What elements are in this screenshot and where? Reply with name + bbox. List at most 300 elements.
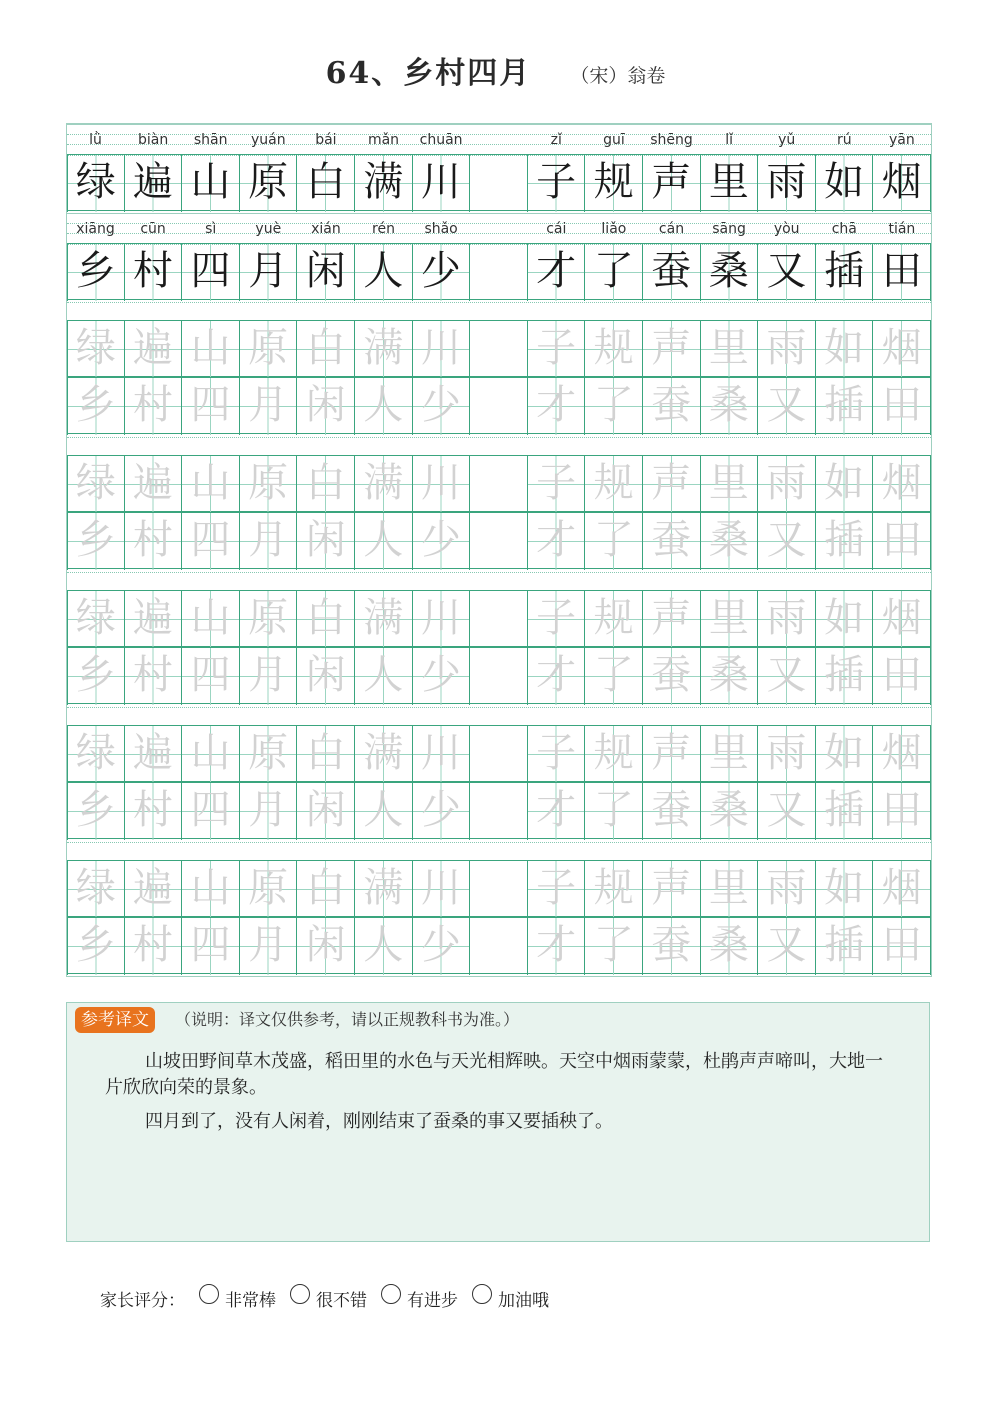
char-cell [67,155,125,212]
char-cell[interactable] [701,783,759,840]
rating-option-1: 非常棒 [225,1290,276,1311]
char-glyph [470,244,527,301]
char-cell[interactable] [240,861,298,918]
char-cell[interactable] [125,918,183,975]
char-cell[interactable] [643,321,701,378]
char-cell[interactable] [528,918,586,975]
char-cell[interactable] [125,591,183,648]
char-cell[interactable] [758,321,816,378]
empty-cell[interactable] [470,591,528,648]
translation-box [66,1002,930,1242]
char-glyph: 四 [190,382,231,428]
char-glyph: 才 [536,382,577,428]
char-glyph: 烟 [881,325,922,371]
char-cell[interactable] [125,783,183,840]
char-glyph: 了 [593,382,634,428]
char-glyph: 白 [305,730,346,776]
rating-radio-1[interactable] [199,1284,219,1304]
char-glyph: 规 [593,730,634,776]
char-cell[interactable] [528,456,586,513]
char-cell[interactable] [413,861,471,918]
char-cell[interactable] [182,648,240,705]
empty-cell[interactable] [470,861,528,918]
char-cell[interactable] [240,783,298,840]
pinyin-syllable: rén [372,221,395,237]
char-cell[interactable] [816,321,874,378]
char-cell[interactable] [182,591,240,648]
char-glyph [470,861,527,918]
char-cell[interactable] [355,783,413,840]
char-cell[interactable] [125,378,183,435]
char-cell[interactable] [873,726,931,783]
empty-cell[interactable] [470,726,528,783]
char-cell[interactable] [873,918,931,975]
char-glyph: 山 [190,865,231,911]
char-glyph: 原 [248,159,289,205]
char-cell[interactable] [816,861,874,918]
char-cell[interactable] [873,378,931,435]
char-glyph: 插 [824,248,865,294]
char-cell[interactable] [585,456,643,513]
char-cell[interactable] [182,918,240,975]
char-cell[interactable] [240,513,298,570]
char-glyph: 月 [248,652,289,698]
char-cell[interactable] [758,726,816,783]
char-glyph: 子 [536,159,577,205]
char-cell[interactable] [355,456,413,513]
trace-row-5-a [67,860,931,917]
char-glyph: 雨 [766,730,807,776]
char-cell[interactable] [701,513,759,570]
char-cell[interactable] [355,648,413,705]
char-cell[interactable] [816,648,874,705]
empty-cell[interactable] [470,321,528,378]
parent-rating [100,1280,549,1316]
char-glyph: 规 [593,325,634,371]
char-cell[interactable] [67,918,125,975]
char-cell[interactable] [355,861,413,918]
poem-title: 64、乡村四月 [325,56,532,91]
char-cell[interactable] [125,861,183,918]
char-cell[interactable] [528,378,586,435]
empty-cell[interactable] [470,456,528,513]
char-cell[interactable] [528,513,586,570]
char-glyph: 插 [824,652,865,698]
char-cell[interactable] [240,321,298,378]
char-cell[interactable] [758,861,816,918]
char-cell[interactable] [125,513,183,570]
trace-row-2-a [67,455,931,512]
char-glyph: 乡 [75,248,116,294]
char-cell[interactable] [873,861,931,918]
char-cell[interactable] [528,726,586,783]
char-glyph: 规 [593,595,634,641]
pinyin-syllable: guī [603,132,625,148]
trace-row-2-b [67,512,931,569]
char-glyph: 绿 [75,730,116,776]
char-glyph: 如 [824,460,865,506]
char-cell[interactable] [355,918,413,975]
char-cell[interactable] [125,456,183,513]
pinyin-syllable: rú [836,132,852,148]
char-cell[interactable] [701,726,759,783]
char-glyph: 蚕 [651,922,692,968]
char-cell [182,155,240,212]
char-glyph: 子 [536,730,577,776]
char-cell[interactable] [701,861,759,918]
char-cell[interactable] [643,861,701,918]
char-cell[interactable] [297,321,355,378]
char-cell [816,155,874,212]
char-cell[interactable] [528,648,586,705]
char-cell [758,244,816,301]
char-glyph: 桑 [708,248,749,294]
char-glyph: 川 [420,730,461,776]
char-cell[interactable] [643,456,701,513]
pinyin-syllable: lǜ [89,132,102,148]
char-cell[interactable] [585,378,643,435]
pinyin-syllable: shēng [650,132,693,148]
char-glyph: 蚕 [651,787,692,833]
char-cell[interactable] [355,378,413,435]
char-glyph: 声 [651,730,692,776]
char-glyph: 规 [593,159,634,205]
char-glyph: 四 [190,248,231,294]
char-cell[interactable] [758,591,816,648]
char-cell[interactable] [182,456,240,513]
char-cell[interactable] [67,783,125,840]
char-cell[interactable] [297,861,355,918]
char-cell[interactable] [816,591,874,648]
char-cell[interactable] [585,591,643,648]
char-cell[interactable] [528,321,586,378]
char-cell[interactable] [67,861,125,918]
char-cell[interactable] [816,726,874,783]
char-glyph: 少 [420,652,461,698]
translation-paragraph-2: 四月到了，没有人闲着，刚刚结束了蚕桑的事又要插秧了。 [145,1111,613,1132]
rating-radio-2[interactable] [290,1284,310,1304]
char-cell[interactable] [67,591,125,648]
translation-hint: （说明：译文仅供参考，请以正规教科书为准。） [175,1010,520,1029]
char-cell[interactable] [125,648,183,705]
char-cell[interactable] [585,648,643,705]
char-cell[interactable] [240,726,298,783]
char-cell[interactable] [528,861,586,918]
char-cell[interactable] [413,726,471,783]
empty-cell[interactable] [470,648,528,705]
char-cell[interactable] [240,648,298,705]
pinyin-syllable: yuè [255,221,282,237]
empty-cell[interactable] [470,513,528,570]
char-cell[interactable] [873,648,931,705]
trace-row-4-a [67,725,931,782]
char-glyph: 四 [190,922,231,968]
char-cell[interactable] [67,648,125,705]
pinyin-syllable: chuān [419,132,463,148]
char-cell[interactable] [816,378,874,435]
char-cell[interactable] [585,321,643,378]
char-glyph: 如 [824,159,865,205]
empty-cell [470,244,528,301]
char-cell[interactable] [758,378,816,435]
translation-paragraph-1: 山坡田野间草木茂盛，稻田里的水色与天光相辉映。天空中烟雨蒙蒙，杜鹃声声啼叫，大地一片欣欣向荣的景象。 [105,1051,883,1098]
char-glyph: 少 [420,787,461,833]
char-cell[interactable] [182,783,240,840]
char-glyph: 少 [420,922,461,968]
char-glyph: 规 [593,460,634,506]
char-glyph: 满 [363,460,404,506]
char-cell[interactable] [701,918,759,975]
char-cell[interactable] [643,783,701,840]
char-cell[interactable] [297,591,355,648]
char-glyph: 遍 [132,730,173,776]
char-cell [413,244,471,301]
char-cell[interactable] [873,321,931,378]
empty-cell [470,155,528,212]
char-cell[interactable] [816,513,874,570]
char-cell[interactable] [413,456,471,513]
char-glyph: 又 [766,652,807,698]
rating-radio-3[interactable] [381,1284,401,1304]
char-glyph: 子 [536,460,577,506]
char-cell[interactable] [297,513,355,570]
pinyin-row-1 [67,124,931,156]
trace-row-3-b [67,647,931,704]
char-glyph: 满 [363,159,404,205]
char-cell[interactable] [182,513,240,570]
char-cell[interactable] [643,918,701,975]
char-cell[interactable] [413,321,471,378]
char-cell[interactable] [758,456,816,513]
char-cell[interactable] [355,513,413,570]
char-cell [585,244,643,301]
char-glyph: 遍 [132,460,173,506]
char-cell[interactable] [297,378,355,435]
trace-row-3-a [67,590,931,647]
char-glyph: 川 [420,325,461,371]
char-cell[interactable] [67,456,125,513]
pinyin-syllable: lǐ [725,132,733,148]
char-cell[interactable] [182,726,240,783]
rating-option-3: 有进步 [407,1290,458,1311]
char-cell [240,155,298,212]
char-cell[interactable] [413,378,471,435]
char-cell[interactable] [643,726,701,783]
char-cell[interactable] [297,783,355,840]
char-glyph: 遍 [132,159,173,205]
pinyin-syllable: tián [888,221,916,237]
char-cell[interactable] [701,648,759,705]
char-cell[interactable] [240,918,298,975]
char-cell [816,244,874,301]
char-glyph: 闲 [305,652,346,698]
rating-radio-4[interactable] [472,1284,492,1304]
char-glyph: 才 [536,517,577,563]
empty-cell[interactable] [470,378,528,435]
char-cell [528,155,586,212]
char-cell[interactable] [816,456,874,513]
char-cell[interactable] [413,918,471,975]
char-glyph: 月 [248,382,289,428]
char-cell[interactable] [701,321,759,378]
char-cell[interactable] [125,726,183,783]
char-cell [701,244,759,301]
char-glyph: 了 [593,652,634,698]
char-glyph: 田 [881,382,922,428]
char-glyph: 桑 [708,382,749,428]
char-glyph: 遍 [132,865,173,911]
char-glyph: 人 [363,652,404,698]
char-cell[interactable] [67,513,125,570]
char-cell[interactable] [413,783,471,840]
char-glyph: 绿 [75,159,116,205]
char-cell [297,155,355,212]
char-glyph: 雨 [766,865,807,911]
char-cell[interactable] [643,591,701,648]
char-cell[interactable] [643,513,701,570]
empty-cell[interactable] [470,783,528,840]
char-cell[interactable] [297,456,355,513]
char-cell[interactable] [413,513,471,570]
char-cell[interactable] [355,726,413,783]
title-row [0,48,991,92]
char-glyph: 川 [420,460,461,506]
empty-cell[interactable] [470,918,528,975]
char-glyph: 插 [824,517,865,563]
char-cell[interactable] [758,513,816,570]
char-glyph: 蚕 [651,248,692,294]
char-cell[interactable] [67,378,125,435]
char-cell[interactable] [355,321,413,378]
char-cell[interactable] [355,591,413,648]
char-cell[interactable] [873,783,931,840]
char-glyph: 原 [248,595,289,641]
char-cell[interactable] [873,591,931,648]
char-glyph: 田 [881,652,922,698]
char-glyph: 里 [708,159,749,205]
char-cell[interactable] [701,456,759,513]
char-glyph: 村 [132,922,173,968]
char-cell[interactable] [413,648,471,705]
char-cell[interactable] [240,378,298,435]
char-cell[interactable] [297,726,355,783]
char-cell [701,155,759,212]
char-cell[interactable] [240,591,298,648]
char-cell[interactable] [125,321,183,378]
pinyin-syllable: cái [546,221,567,237]
char-cell[interactable] [643,648,701,705]
char-cell[interactable] [182,321,240,378]
char-glyph: 少 [420,382,461,428]
char-cell[interactable] [585,726,643,783]
char-cell[interactable] [182,378,240,435]
char-cell[interactable] [758,783,816,840]
rating-label: 家长评分： [100,1290,185,1311]
char-cell[interactable] [816,918,874,975]
char-glyph: 规 [593,865,634,911]
char-glyph: 里 [708,325,749,371]
trace-row-1-b [67,377,931,434]
char-glyph: 又 [766,922,807,968]
model-row-2 [67,243,931,300]
char-glyph: 雨 [766,159,807,205]
char-glyph: 烟 [881,595,922,641]
trace-row-1-a [67,320,931,377]
char-cell [240,244,298,301]
char-cell[interactable] [240,456,298,513]
char-glyph: 山 [190,159,231,205]
char-cell[interactable] [297,918,355,975]
char-cell[interactable] [585,513,643,570]
char-glyph: 里 [708,595,749,641]
char-glyph [470,918,527,975]
char-glyph: 了 [593,248,634,294]
char-cell[interactable] [585,861,643,918]
char-cell[interactable] [297,648,355,705]
char-glyph: 乡 [75,652,116,698]
char-cell[interactable] [873,456,931,513]
rating-option-2: 很不错 [316,1290,367,1311]
pinyin-syllable: cūn [140,221,166,237]
char-cell[interactable] [701,591,759,648]
char-glyph: 白 [305,595,346,641]
char-cell [67,244,125,301]
rating-option-4: 加油哦 [498,1290,549,1311]
char-cell[interactable] [182,861,240,918]
pinyin-syllable: yān [889,132,915,148]
char-glyph: 原 [248,325,289,371]
char-glyph: 人 [363,517,404,563]
char-cell[interactable] [528,591,586,648]
char-cell [585,155,643,212]
char-cell[interactable] [67,321,125,378]
char-glyph: 子 [536,325,577,371]
char-cell[interactable] [528,783,586,840]
char-glyph: 了 [593,517,634,563]
char-glyph [470,321,527,378]
char-glyph: 川 [420,865,461,911]
char-glyph: 又 [766,517,807,563]
char-glyph: 插 [824,787,865,833]
char-glyph: 又 [766,787,807,833]
char-cell[interactable] [585,918,643,975]
char-cell[interactable] [67,726,125,783]
char-cell[interactable] [816,783,874,840]
char-glyph: 子 [536,595,577,641]
char-cell[interactable] [643,378,701,435]
char-glyph: 才 [536,652,577,698]
char-glyph: 遍 [132,595,173,641]
char-glyph: 乡 [75,922,116,968]
char-glyph: 乡 [75,787,116,833]
char-cell [355,155,413,212]
char-glyph: 蚕 [651,517,692,563]
pinyin-row-2 [67,213,931,245]
pinyin-syllable: biàn [137,132,169,148]
char-glyph [470,513,527,570]
char-cell[interactable] [701,378,759,435]
practice-grid [66,123,932,977]
char-cell[interactable] [585,783,643,840]
char-glyph: 田 [881,248,922,294]
char-cell[interactable] [758,918,816,975]
char-cell[interactable] [413,591,471,648]
char-glyph: 满 [363,865,404,911]
char-glyph: 四 [190,652,231,698]
char-cell[interactable] [758,648,816,705]
char-glyph: 山 [190,730,231,776]
char-cell[interactable] [873,513,931,570]
